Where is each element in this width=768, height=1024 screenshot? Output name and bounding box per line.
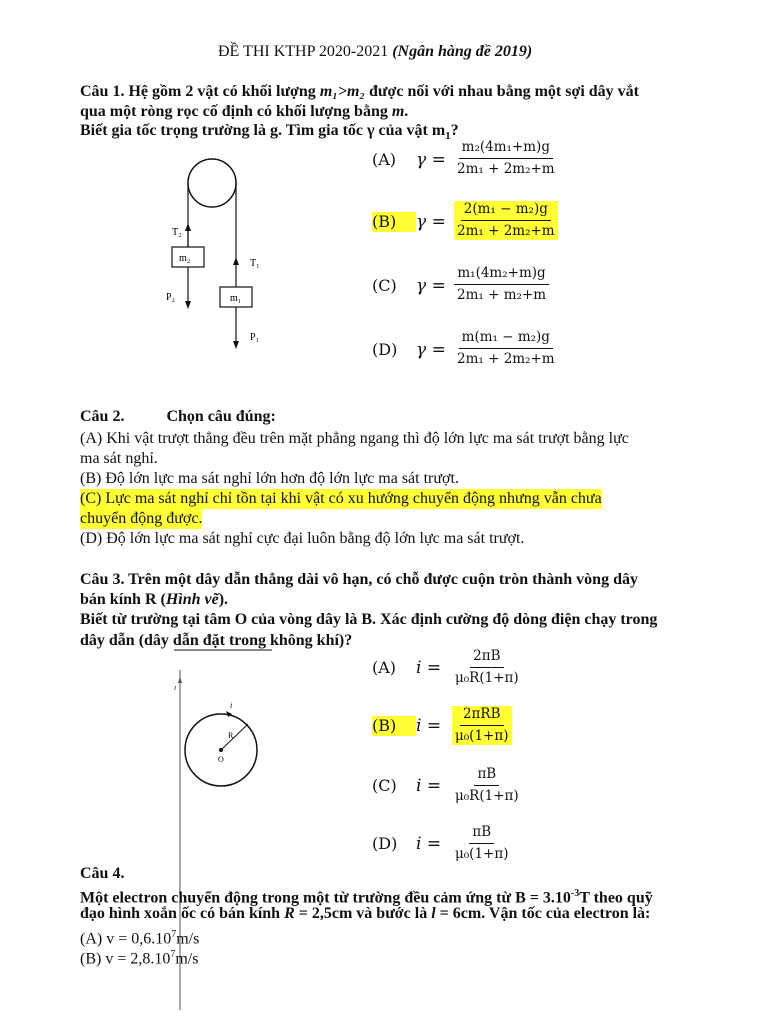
q1-option-b-fraction: $\frac{\text{2(m₁ − m₂)g}}{\text{2m₁ + 2m₂+m}}$ xyxy=(454,201,558,240)
q1-line2: qua một ròng rọc cố định có khối lượng bằng m. xyxy=(80,103,409,120)
q4-option-a[interactable]: (A) $v = 0,6.10^7m/s$ xyxy=(80,929,200,948)
center-dot xyxy=(219,748,223,752)
arrow-P1 xyxy=(233,341,239,349)
q3-line4: dây dẫn (dây dẫn đặt trong không khí)? xyxy=(80,632,353,649)
pulley-figure xyxy=(160,155,280,355)
pulley-circle xyxy=(188,159,236,207)
q3-option-d-fraction: $\frac{\pi B}{\text{μ₀(1+π)}}$ xyxy=(455,824,509,862)
q4-line2: đạo hình xoắn ốc có bán kính R = 2,5cm và bước là l = 6cm. Vận tốc của electron là: xyxy=(80,905,651,922)
q4-line1: Một electron chuyển động trong một từ trường đều cảm ứng từ $B = 3.10^{-3}T$ theo quỹ xyxy=(80,888,653,907)
arrow-T1 xyxy=(233,257,239,265)
q1-option-c-fraction: $\frac{\text{m₁(4m₂+m)g}}{\text{2m₁ + m₂+m}}$ xyxy=(454,265,549,304)
q3-line2: bán kính R (Hình vẽ). xyxy=(80,591,229,608)
q2-option-a-line1[interactable]: (A) Khi vật trượt thẳng đều trên mặt phẳng ngang thì độ lớn lực ma sát trượt bằng lực xyxy=(80,430,629,447)
label-R: R xyxy=(228,731,234,740)
q2-option-c-line1[interactable]: (C) Lực ma sát nghỉ chỉ tồn tại khi vật có xu hướng chuyển động nhưng vẫn chưa xyxy=(80,490,602,507)
wire-arrow xyxy=(178,676,182,683)
q3-option-c[interactable]: (C) i = xyxy=(372,776,442,796)
q1-option-b[interactable]: (B) γ = xyxy=(372,212,446,232)
q3-line3: Biết từ trường tại tâm O của vòng dây là B. Xác định cường độ dòng điện chạy trong xyxy=(80,611,658,628)
arrow-T2 xyxy=(185,223,191,231)
q3-option-a[interactable]: (A) i = xyxy=(372,658,442,678)
q1-option-d[interactable]: (D) γ = xyxy=(372,340,446,360)
arrow-P2 xyxy=(185,301,191,309)
label-i: i xyxy=(230,701,233,710)
q2-option-a-line2: ma sát nghỉ. xyxy=(80,450,158,467)
q3-line1: Câu 3. Trên một dây dẫn thẳng dài vô hạn, có chỗ được cuộn tròn thành vòng dây xyxy=(80,571,638,588)
label-i-top: I xyxy=(174,686,176,692)
q3-option-c-fraction: $\frac{\pi B}{\text{μ₀R(1+π)}}$ xyxy=(455,766,519,804)
q1-option-a-fraction: $\frac{\text{m₂(4m₁+m)g}}{\text{2m₁ + 2m₂+m}}$ xyxy=(457,139,555,177)
q1-line1: Câu 1. Hệ gồm 2 vật có khối lượng m₁>m₂ được nối với nhau bằng một sợi dây vắt xyxy=(80,83,639,100)
exam-title: ĐỀ THI KTHP 2020-2021 (Ngân hàng đề 2019) xyxy=(218,43,533,60)
q1-option-c[interactable]: (C) γ = xyxy=(372,276,446,296)
q1-option-a[interactable]: (A) γ = xyxy=(372,150,446,170)
q3-option-b[interactable]: (B) i = xyxy=(372,716,442,736)
q2-option-b[interactable]: (B) Độ lớn lực ma sát nghỉ lớn hơn độ lớn lực ma sát trượt. xyxy=(80,470,459,487)
q2-head: Câu 2. Chọn câu đúng: xyxy=(80,408,276,425)
q2-option-d[interactable]: (D) Độ lớn lực ma sát nghỉ cực đại luôn bằng độ lớn lực ma sát trượt. xyxy=(80,530,525,547)
label-T2: T₂ xyxy=(172,227,182,238)
label-T1: T₁ xyxy=(250,258,260,269)
q2-option-c-line2: chuyển động được. xyxy=(80,510,203,527)
label-m2: m₂ xyxy=(179,253,191,264)
label-P1: P₁ xyxy=(250,332,260,343)
label-m1: m₁ xyxy=(230,293,242,304)
q3-option-a-fraction: $\frac{2\pi B}{\text{μ₀R(1+π)}}$ xyxy=(455,648,519,686)
radius-line xyxy=(221,724,248,750)
q3-option-d[interactable]: (D) i = xyxy=(372,834,442,854)
q4-head: Câu 4. xyxy=(80,865,125,882)
q1-line3: Biết gia tốc trọng trường là g. Tìm gia tốc γ của vật $m_1$? xyxy=(80,122,459,143)
q4-option-b[interactable]: (B) $v = 2,8.10^7m/s$ xyxy=(80,949,199,968)
label-O: O xyxy=(218,755,224,764)
q3-option-b-fraction: 2πRB μ₀(1+π) xyxy=(452,706,512,745)
label-P2: P₂ xyxy=(166,292,176,303)
q1-option-d-fraction: $\frac{\text{m(m₁ − m₂)g}}{\text{2m₁ + 2m₂+m}}$ xyxy=(457,329,555,367)
